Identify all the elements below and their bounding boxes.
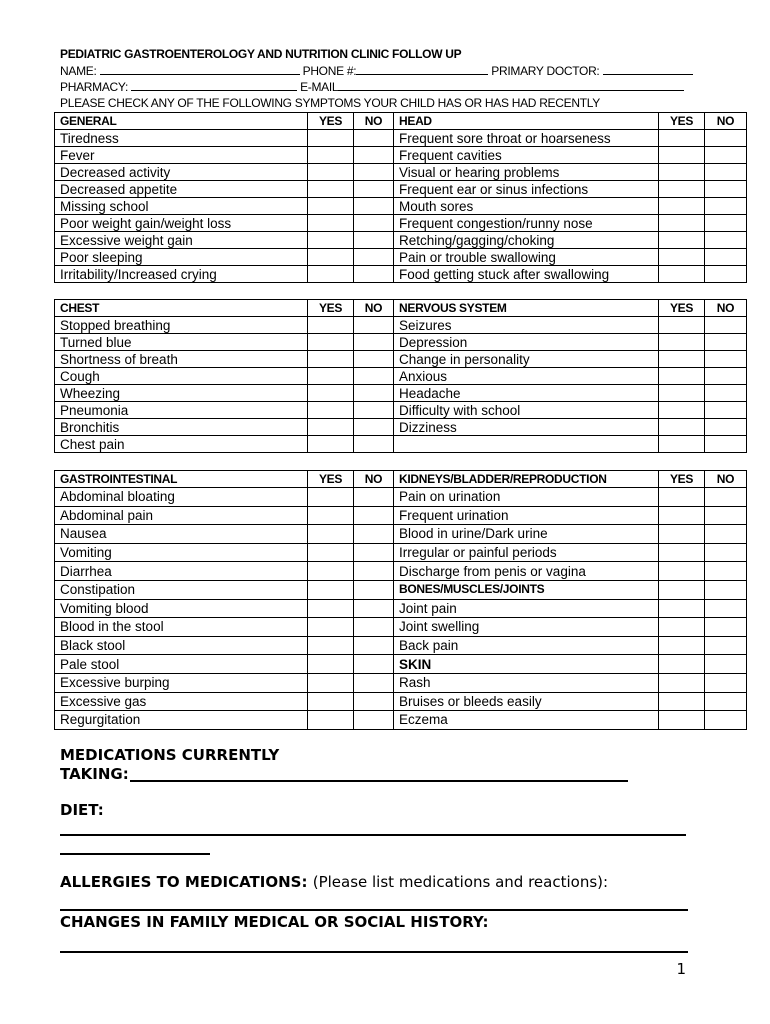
no-header: NO <box>354 471 394 488</box>
yes-header: YES <box>659 471 705 488</box>
no-checkbox-cell[interactable] <box>354 655 394 674</box>
no-checkbox-cell[interactable] <box>705 599 747 618</box>
yes-checkbox-cell[interactable] <box>308 215 354 232</box>
subsection-header: SKIN <box>394 655 659 674</box>
no-checkbox-cell[interactable] <box>354 419 394 436</box>
table-row <box>55 317 747 334</box>
no-checkbox-cell[interactable] <box>354 711 394 730</box>
no-checkbox-cell[interactable] <box>354 368 394 385</box>
table-row <box>55 385 747 402</box>
no-checkbox-cell[interactable] <box>705 525 747 544</box>
symptom-label: Mouth sores <box>394 198 659 215</box>
no-checkbox-cell[interactable] <box>705 711 747 730</box>
symptom-label: Headache <box>394 385 659 402</box>
table-row <box>55 368 747 385</box>
symptom-label: Abdominal pain <box>55 506 308 525</box>
yes-checkbox-cell[interactable] <box>659 181 705 198</box>
no-checkbox-cell[interactable] <box>354 266 394 283</box>
symptom-label: Retching/gagging/choking <box>394 232 659 249</box>
table-header-row <box>55 113 747 130</box>
no-checkbox-cell[interactable] <box>705 636 747 655</box>
yes-checkbox-cell[interactable] <box>659 692 705 711</box>
no-checkbox-cell[interactable] <box>705 543 747 562</box>
yes-checkbox-cell[interactable] <box>308 506 354 525</box>
allergies-input-line[interactable] <box>60 895 688 911</box>
yes-checkbox-cell[interactable] <box>659 506 705 525</box>
phone-field[interactable] <box>356 64 488 75</box>
pharmacy-label: PHARMACY: <box>60 80 128 94</box>
table-row <box>55 334 747 351</box>
no-checkbox-cell[interactable] <box>705 436 747 453</box>
email-label: E-MAIL <box>300 80 339 94</box>
no-checkbox-cell[interactable] <box>354 164 394 181</box>
no-checkbox-cell[interactable] <box>705 232 747 249</box>
symptom-label: Tiredness <box>55 130 308 147</box>
no-checkbox-cell[interactable] <box>705 488 747 507</box>
yes-checkbox-cell[interactable] <box>308 636 354 655</box>
symptom-label: Bruises or bleeds easily <box>394 692 659 711</box>
yes-header: YES <box>308 300 354 317</box>
no-checkbox-cell[interactable] <box>705 419 747 436</box>
no-checkbox-cell[interactable] <box>354 618 394 637</box>
no-header: NO <box>354 113 394 130</box>
yes-checkbox-cell[interactable] <box>308 488 354 507</box>
left-section-header: GENERAL <box>55 113 308 130</box>
no-checkbox-cell[interactable] <box>354 147 394 164</box>
symptom-label: Poor sleeping <box>55 249 308 266</box>
no-checkbox-cell[interactable] <box>354 215 394 232</box>
yes-checkbox-cell[interactable] <box>308 368 354 385</box>
yes-checkbox-cell[interactable] <box>308 618 354 637</box>
no-checkbox-cell[interactable] <box>705 580 747 599</box>
no-checkbox-cell[interactable] <box>705 181 747 198</box>
no-checkbox-cell[interactable] <box>705 266 747 283</box>
table-row <box>55 618 747 637</box>
symptom-label: Constipation <box>55 580 308 599</box>
table-row <box>55 562 747 581</box>
no-checkbox-cell[interactable] <box>705 215 747 232</box>
no-checkbox-cell[interactable] <box>354 525 394 544</box>
no-checkbox-cell[interactable] <box>354 249 394 266</box>
no-checkbox-cell[interactable] <box>354 636 394 655</box>
yes-checkbox-cell[interactable] <box>308 580 354 599</box>
yes-checkbox-cell[interactable] <box>308 164 354 181</box>
no-checkbox-cell[interactable] <box>354 543 394 562</box>
yes-checkbox-cell[interactable] <box>659 368 705 385</box>
table-row <box>55 266 747 283</box>
medications-input-line[interactable] <box>130 766 628 782</box>
no-checkbox-cell[interactable] <box>354 673 394 692</box>
table-row <box>55 198 747 215</box>
table-row <box>55 599 747 618</box>
no-checkbox-cell[interactable] <box>705 692 747 711</box>
symptom-label <box>394 436 659 453</box>
no-checkbox-cell[interactable] <box>705 351 747 368</box>
symptom-label: Irregular or painful periods <box>394 543 659 562</box>
contact-row-1 <box>60 64 693 78</box>
diet-input-line-2[interactable] <box>60 839 210 855</box>
symptom-label: Decreased activity <box>55 164 308 181</box>
no-header: NO <box>705 300 747 317</box>
yes-checkbox-cell[interactable] <box>308 562 354 581</box>
no-checkbox-cell[interactable] <box>354 198 394 215</box>
no-checkbox-cell[interactable] <box>354 351 394 368</box>
no-checkbox-cell[interactable] <box>705 402 747 419</box>
symptom-label: Abdominal bloating <box>55 488 308 507</box>
symptom-label: Frequent cavities <box>394 147 659 164</box>
no-checkbox-cell[interactable] <box>354 488 394 507</box>
yes-checkbox-cell[interactable] <box>659 266 705 283</box>
no-checkbox-cell[interactable] <box>705 655 747 674</box>
diet-input-line-1[interactable] <box>60 820 686 836</box>
table-row <box>55 655 747 674</box>
yes-checkbox-cell[interactable] <box>659 488 705 507</box>
symptom-label: Frequent sore throat or hoarseness <box>394 130 659 147</box>
yes-checkbox-cell[interactable] <box>659 655 705 674</box>
doctor-label: PRIMARY DOCTOR: <box>491 64 600 78</box>
no-checkbox-cell[interactable] <box>354 506 394 525</box>
name-label: NAME: <box>60 64 97 78</box>
table-row <box>55 402 747 419</box>
table-row <box>55 525 747 544</box>
symptom-label: Dizziness <box>394 419 659 436</box>
no-checkbox-cell[interactable] <box>705 368 747 385</box>
no-checkbox-cell[interactable] <box>354 580 394 599</box>
no-checkbox-cell[interactable] <box>705 198 747 215</box>
symptom-label: Food getting stuck after swallowing <box>394 266 659 283</box>
family-history-input-line[interactable] <box>60 937 688 953</box>
symptom-label: Depression <box>394 334 659 351</box>
table-row <box>55 692 747 711</box>
no-checkbox-cell[interactable] <box>354 181 394 198</box>
symptom-label: Excessive burping <box>55 673 308 692</box>
yes-header: YES <box>308 113 354 130</box>
symptom-label: Difficulty with school <box>394 402 659 419</box>
table-row <box>55 711 747 730</box>
no-checkbox-cell[interactable] <box>354 402 394 419</box>
yes-checkbox-cell[interactable] <box>659 351 705 368</box>
yes-checkbox-cell[interactable] <box>659 618 705 637</box>
symptom-label: Pain on urination <box>394 488 659 507</box>
medications-label-line1: MEDICATIONS CURRENTLY <box>60 746 280 764</box>
diet-label: DIET: <box>60 801 104 819</box>
yes-checkbox-cell[interactable] <box>308 599 354 618</box>
yes-checkbox-cell[interactable] <box>659 525 705 544</box>
no-header: NO <box>705 113 747 130</box>
yes-checkbox-cell[interactable] <box>659 317 705 334</box>
table-row <box>55 436 747 453</box>
table-row <box>55 636 747 655</box>
table-row <box>55 580 747 599</box>
yes-checkbox-cell[interactable] <box>659 673 705 692</box>
no-checkbox-cell[interactable] <box>354 130 394 147</box>
right-section-header: KIDNEYS/BLADDER/REPRODUCTION <box>394 471 659 488</box>
table-row <box>55 181 747 198</box>
yes-checkbox-cell[interactable] <box>308 249 354 266</box>
yes-checkbox-cell[interactable] <box>308 147 354 164</box>
right-section-header: NERVOUS SYSTEM <box>394 300 659 317</box>
subsection-header: BONES/MUSCLES/JOINTS <box>394 580 659 599</box>
symptom-label: Excessive gas <box>55 692 308 711</box>
doctor-field[interactable] <box>603 64 693 75</box>
name-field[interactable] <box>100 64 300 75</box>
pharmacy-field[interactable] <box>131 80 297 91</box>
symptom-label: Frequent urination <box>394 506 659 525</box>
table-row <box>55 543 747 562</box>
yes-checkbox-cell[interactable] <box>308 266 354 283</box>
no-checkbox-cell[interactable] <box>705 334 747 351</box>
symptom-label: Vomiting blood <box>55 599 308 618</box>
symptom-label: Blood in the stool <box>55 618 308 637</box>
symptom-label: Discharge from penis or vagina <box>394 562 659 581</box>
no-checkbox-cell[interactable] <box>705 249 747 266</box>
yes-checkbox-cell[interactable] <box>659 711 705 730</box>
yes-checkbox-cell[interactable] <box>308 673 354 692</box>
yes-checkbox-cell[interactable] <box>659 385 705 402</box>
symptom-label: Bronchitis <box>55 419 308 436</box>
yes-header: YES <box>659 113 705 130</box>
yes-checkbox-cell[interactable] <box>308 543 354 562</box>
no-checkbox-cell[interactable] <box>705 618 747 637</box>
left-section-header: CHEST <box>55 300 308 317</box>
table-row <box>55 232 747 249</box>
medications-label-line2: TAKING: <box>60 765 129 783</box>
symptom-label: Excessive weight gain <box>55 232 308 249</box>
yes-checkbox-cell[interactable] <box>308 419 354 436</box>
yes-checkbox-cell[interactable] <box>659 580 705 599</box>
yes-checkbox-cell[interactable] <box>308 334 354 351</box>
table-header-row <box>55 300 747 317</box>
left-section-header: GASTROINTESTINAL <box>55 471 308 488</box>
yes-checkbox-cell[interactable] <box>659 232 705 249</box>
yes-checkbox-cell[interactable] <box>659 147 705 164</box>
yes-checkbox-cell[interactable] <box>308 402 354 419</box>
symptom-label: Irritability/Increased crying <box>55 266 308 283</box>
symptom-label: Anxious <box>394 368 659 385</box>
no-checkbox-cell[interactable] <box>354 436 394 453</box>
no-checkbox-cell[interactable] <box>705 147 747 164</box>
email-field[interactable] <box>338 80 684 91</box>
yes-header: YES <box>659 300 705 317</box>
symptoms-table-general-head <box>54 112 747 283</box>
symptom-label: Black stool <box>55 636 308 655</box>
yes-checkbox-cell[interactable] <box>659 562 705 581</box>
yes-checkbox-cell[interactable] <box>659 543 705 562</box>
symptom-label: Change in personality <box>394 351 659 368</box>
yes-checkbox-cell[interactable] <box>659 436 705 453</box>
table-row <box>55 673 747 692</box>
yes-checkbox-cell[interactable] <box>659 249 705 266</box>
allergies-note: (Please list medications and reactions): <box>312 873 609 891</box>
yes-checkbox-cell[interactable] <box>659 402 705 419</box>
no-checkbox-cell[interactable] <box>354 599 394 618</box>
yes-header: YES <box>308 471 354 488</box>
symptom-label: Turned blue <box>55 334 308 351</box>
symptom-label: Seizures <box>394 317 659 334</box>
no-checkbox-cell[interactable] <box>705 317 747 334</box>
yes-checkbox-cell[interactable] <box>308 232 354 249</box>
table-row <box>55 488 747 507</box>
symptom-label: Joint swelling <box>394 618 659 637</box>
yes-checkbox-cell[interactable] <box>308 692 354 711</box>
symptom-label: Cough <box>55 368 308 385</box>
yes-checkbox-cell[interactable] <box>308 385 354 402</box>
yes-checkbox-cell[interactable] <box>659 198 705 215</box>
symptom-label: Blood in urine/Dark urine <box>394 525 659 544</box>
yes-checkbox-cell[interactable] <box>659 130 705 147</box>
yes-checkbox-cell[interactable] <box>659 215 705 232</box>
no-header: NO <box>705 471 747 488</box>
table-row <box>55 130 747 147</box>
yes-checkbox-cell[interactable] <box>659 636 705 655</box>
yes-checkbox-cell[interactable] <box>308 317 354 334</box>
no-checkbox-cell[interactable] <box>705 130 747 147</box>
phone-label: PHONE #: <box>302 64 357 78</box>
no-checkbox-cell[interactable] <box>354 317 394 334</box>
yes-checkbox-cell[interactable] <box>308 436 354 453</box>
no-checkbox-cell[interactable] <box>354 334 394 351</box>
yes-checkbox-cell[interactable] <box>308 181 354 198</box>
symptom-label: Eczema <box>394 711 659 730</box>
table-row <box>55 215 747 232</box>
symptom-label: Diarrhea <box>55 562 308 581</box>
symptom-label: Visual or hearing problems <box>394 164 659 181</box>
yes-checkbox-cell[interactable] <box>308 525 354 544</box>
symptom-label: Regurgitation <box>55 711 308 730</box>
symptom-label: Shortness of breath <box>55 351 308 368</box>
no-checkbox-cell[interactable] <box>354 385 394 402</box>
symptom-label: Vomiting <box>55 543 308 562</box>
no-checkbox-cell[interactable] <box>705 562 747 581</box>
yes-checkbox-cell[interactable] <box>659 164 705 181</box>
symptom-label: Chest pain <box>55 436 308 453</box>
no-checkbox-cell[interactable] <box>354 562 394 581</box>
no-checkbox-cell[interactable] <box>354 692 394 711</box>
symptom-label: Joint pain <box>394 599 659 618</box>
symptom-label: Fever <box>55 147 308 164</box>
no-checkbox-cell[interactable] <box>705 506 747 525</box>
contact-row-2 <box>60 80 684 94</box>
instruction-text: PLEASE CHECK ANY OF THE FOLLOWING SYMPTOMS YOUR CHILD HAS OR HAS HAD RECENTLY <box>60 96 600 110</box>
table-row <box>55 506 747 525</box>
no-checkbox-cell[interactable] <box>705 164 747 181</box>
yes-checkbox-cell[interactable] <box>308 198 354 215</box>
symptom-label: Decreased appetite <box>55 181 308 198</box>
family-history-label: CHANGES IN FAMILY MEDICAL OR SOCIAL HISTORY: <box>60 913 489 931</box>
symptoms-table-chest-nervous <box>54 299 747 453</box>
table-row <box>55 147 747 164</box>
form-title: PEDIATRIC GASTROENTEROLOGY AND NUTRITION CLINIC FOLLOW UP <box>60 47 462 61</box>
yes-checkbox-cell[interactable] <box>659 599 705 618</box>
no-checkbox-cell[interactable] <box>354 232 394 249</box>
yes-checkbox-cell[interactable] <box>308 351 354 368</box>
symptom-label: Stopped breathing <box>55 317 308 334</box>
allergies-label: ALLERGIES TO MEDICATIONS: (Please list medications and reactions): <box>60 873 609 891</box>
no-checkbox-cell[interactable] <box>705 385 747 402</box>
symptom-label: Nausea <box>55 525 308 544</box>
yes-checkbox-cell[interactable] <box>659 334 705 351</box>
right-section-header: HEAD <box>394 113 659 130</box>
symptom-label: Missing school <box>55 198 308 215</box>
symptoms-table-gi-kidneys <box>54 470 747 730</box>
table-row <box>55 351 747 368</box>
table-row <box>55 249 747 266</box>
yes-checkbox-cell[interactable] <box>308 711 354 730</box>
yes-checkbox-cell[interactable] <box>308 655 354 674</box>
symptom-label: Wheezing <box>55 385 308 402</box>
page-number: 1 <box>676 960 686 978</box>
symptom-label: Pneumonia <box>55 402 308 419</box>
table-row <box>55 164 747 181</box>
table-row <box>55 419 747 436</box>
no-checkbox-cell[interactable] <box>705 673 747 692</box>
symptom-label: Rash <box>394 673 659 692</box>
symptom-label: Poor weight gain/weight loss <box>55 215 308 232</box>
yes-checkbox-cell[interactable] <box>308 130 354 147</box>
symptom-label: Back pain <box>394 636 659 655</box>
no-header: NO <box>354 300 394 317</box>
yes-checkbox-cell[interactable] <box>659 419 705 436</box>
table-header-row <box>55 471 747 488</box>
symptom-label: Frequent ear or sinus infections <box>394 181 659 198</box>
symptom-label: Pain or trouble swallowing <box>394 249 659 266</box>
symptom-label: Pale stool <box>55 655 308 674</box>
symptom-label: Frequent congestion/runny nose <box>394 215 659 232</box>
